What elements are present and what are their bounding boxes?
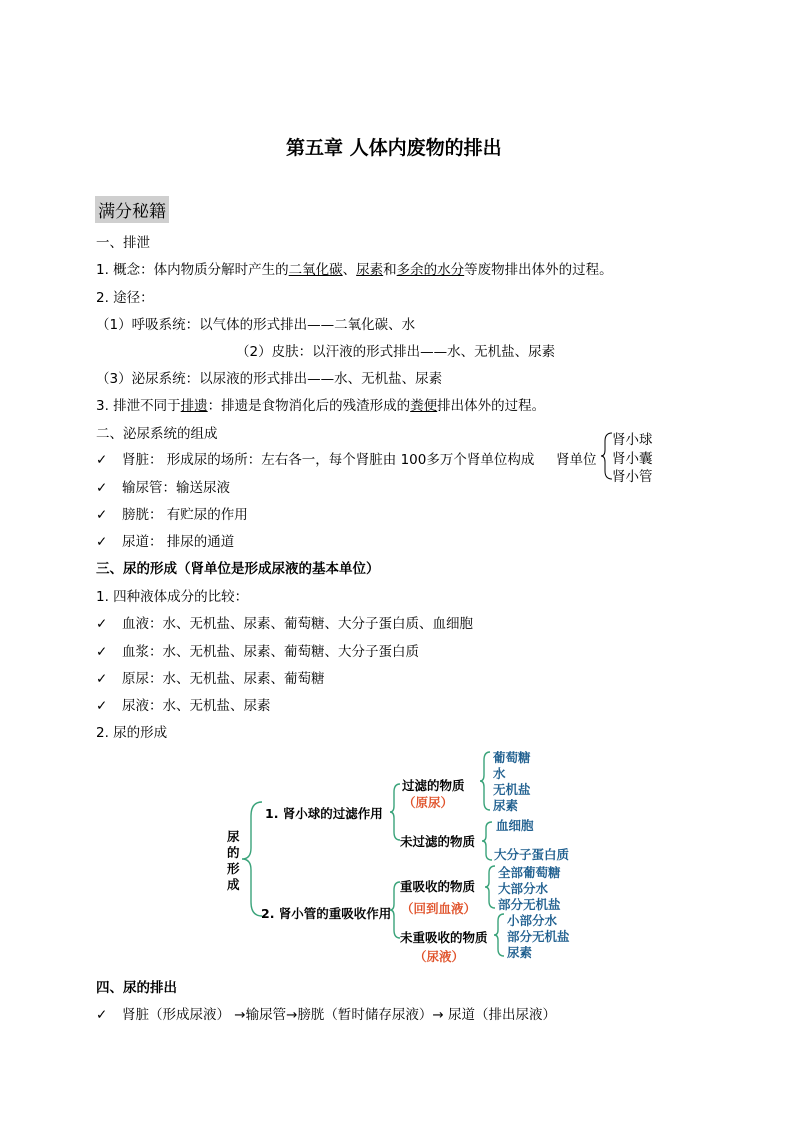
page-title: 第五章 人体内废物的排出 bbox=[286, 137, 502, 159]
filtered-item-urea: 尿素 bbox=[493, 798, 519, 813]
check-icon: ✓ bbox=[96, 698, 108, 714]
kidney-text: 肾脏： 形成尿的场所：左右各一，每个肾脏由 100多万个肾单位构成 bbox=[122, 452, 535, 468]
heading-urinary-system: 二、泌尿系统的组成 bbox=[96, 426, 218, 442]
term-water: 多余的水分 bbox=[396, 262, 465, 278]
reabsorbed-item-glucose: 全部葡萄糖 bbox=[498, 865, 561, 880]
root-char-1: 尿 bbox=[227, 829, 240, 844]
check-icon: ✓ bbox=[96, 480, 108, 496]
blood-text: 血液：水、无机盐、尿素、葡萄糖、大分子蛋白质、血细胞 bbox=[122, 616, 473, 632]
diff-line bbox=[96, 394, 545, 414]
step1-label: 1. 肾小球的过滤作用 bbox=[265, 806, 383, 821]
heading-elimination: 四、尿的排出 bbox=[96, 980, 177, 996]
root-char-3: 形 bbox=[227, 861, 240, 876]
check-icon: ✓ bbox=[96, 616, 108, 632]
not-filtered-brace-icon bbox=[480, 820, 494, 862]
section-badge: 满分秘籍 bbox=[95, 196, 169, 223]
primary-urine-line bbox=[96, 667, 325, 687]
diff-mid: ：排遗是食物消化后的残渣形成的 bbox=[207, 398, 411, 414]
urine-line bbox=[96, 694, 271, 714]
urethra-line bbox=[96, 530, 234, 550]
filtered-item-glucose: 葡萄糖 bbox=[493, 750, 531, 765]
root-char-2: 的 bbox=[227, 845, 240, 860]
term-co2: 二氧化碳 bbox=[288, 262, 343, 278]
route-label: 2. 途径： bbox=[96, 290, 154, 306]
filtered-note: （原尿） bbox=[403, 795, 454, 810]
not-reabsorbed-note: （尿液） bbox=[414, 949, 465, 964]
term-urea: 尿素 bbox=[356, 262, 384, 278]
check-icon: ✓ bbox=[96, 534, 108, 550]
blood-line bbox=[96, 612, 473, 632]
concept-prefix: 1. 概念：体内物质分解时产生的 bbox=[96, 262, 289, 278]
urethra-text: 尿道： 排尿的通道 bbox=[122, 534, 235, 550]
diff-prefix: 3. 排泄不同于 bbox=[96, 398, 181, 414]
ureter-line bbox=[96, 476, 230, 496]
not-reabsorbed-item-urea: 尿素 bbox=[507, 945, 533, 960]
not-reabsorbed-label: 未重吸收的物质 bbox=[400, 930, 488, 945]
not-filtered-item-cells: 血细胞 bbox=[496, 818, 534, 833]
route-respiratory: （1）呼吸系统：以气体的形式排出——二氧化碳、水 bbox=[96, 317, 416, 333]
check-icon: ✓ bbox=[96, 452, 108, 468]
reabsorbed-note: （回到血液） bbox=[401, 901, 477, 916]
check-icon: ✓ bbox=[96, 644, 108, 660]
check-icon: ✓ bbox=[96, 507, 108, 523]
elimination-flow-text: 肾脏（形成尿液） →输尿管→膀胱（暂时储存尿液）→ 尿道（排出尿液） bbox=[122, 1007, 557, 1023]
filtered-item-salt: 无机盐 bbox=[493, 782, 531, 797]
term-feces: 粪便 bbox=[410, 398, 438, 414]
concept-line bbox=[96, 258, 613, 278]
root-brace-icon bbox=[240, 800, 264, 918]
reabsorbed-item-salt: 部分无机盐 bbox=[498, 897, 561, 912]
primary-urine-text: 原尿：水、无机盐、尿素、葡萄糖 bbox=[122, 671, 325, 687]
elimination-flow-line bbox=[96, 1003, 556, 1023]
urine-text: 尿液：水、无机盐、尿素 bbox=[122, 698, 271, 714]
route-urinary: （3）泌尿系统：以尿液的形式排出——水、无机盐、尿素 bbox=[96, 371, 443, 387]
term-egestion: 排遗 bbox=[180, 398, 208, 414]
route-skin: （2）皮肤：以汗液的形式排出——水、无机盐、尿素 bbox=[236, 344, 556, 360]
nephron-label: 肾单位 bbox=[556, 452, 597, 468]
not-filtered-item-protein: 大分子蛋白质 bbox=[494, 847, 570, 862]
filtered-label: 过滤的物质 bbox=[402, 778, 465, 793]
root-char-4: 成 bbox=[227, 877, 240, 892]
bladder-text: 膀胱： 有贮尿的作用 bbox=[122, 507, 248, 523]
heading-excretion: 一、排泄 bbox=[96, 235, 150, 251]
compare-label: 1. 四种液体成分的比较： bbox=[96, 589, 249, 605]
heading-formation: 三、尿的形成（肾单位是形成尿液的基本单位） bbox=[96, 561, 380, 577]
check-icon: ✓ bbox=[96, 1007, 108, 1023]
check-icon: ✓ bbox=[96, 671, 108, 687]
plasma-text: 血浆：水、无机盐、尿素、葡萄糖、大分子蛋白质 bbox=[122, 644, 419, 660]
nephron-part-glomerulus: 肾小球 bbox=[612, 432, 653, 448]
diff-suffix: 排出体外的过程。 bbox=[437, 398, 546, 414]
sep1: 、 bbox=[342, 262, 357, 278]
nephron-part-capsule: 肾小囊 bbox=[612, 451, 653, 467]
not-reabsorbed-brace-icon bbox=[492, 912, 506, 958]
sep2: 和 bbox=[383, 262, 397, 278]
not-filtered-label: 未过滤的物质 bbox=[400, 834, 476, 849]
not-reabsorbed-item-water: 小部分水 bbox=[507, 913, 558, 928]
reabsorbed-brace-icon bbox=[483, 864, 497, 910]
reabsorbed-label: 重吸收的物质 bbox=[400, 879, 476, 894]
nephron-part-tubule: 肾小管 bbox=[612, 469, 653, 485]
formation-label: 2. 尿的形成 bbox=[96, 725, 168, 741]
step2-label: 2. 肾小管的重吸收作用 bbox=[261, 906, 392, 921]
filtered-brace-icon bbox=[478, 750, 492, 812]
not-reabsorbed-item-salt: 部分无机盐 bbox=[507, 929, 570, 944]
concept-suffix: 等废物排出体外的过程。 bbox=[464, 262, 613, 278]
filtered-item-water: 水 bbox=[493, 766, 506, 781]
reabsorbed-item-water: 大部分水 bbox=[498, 881, 549, 896]
bladder-line bbox=[96, 503, 248, 523]
kidney-line bbox=[96, 448, 534, 468]
ureter-text: 输尿管：输送尿液 bbox=[122, 480, 230, 496]
plasma-line bbox=[96, 640, 419, 660]
